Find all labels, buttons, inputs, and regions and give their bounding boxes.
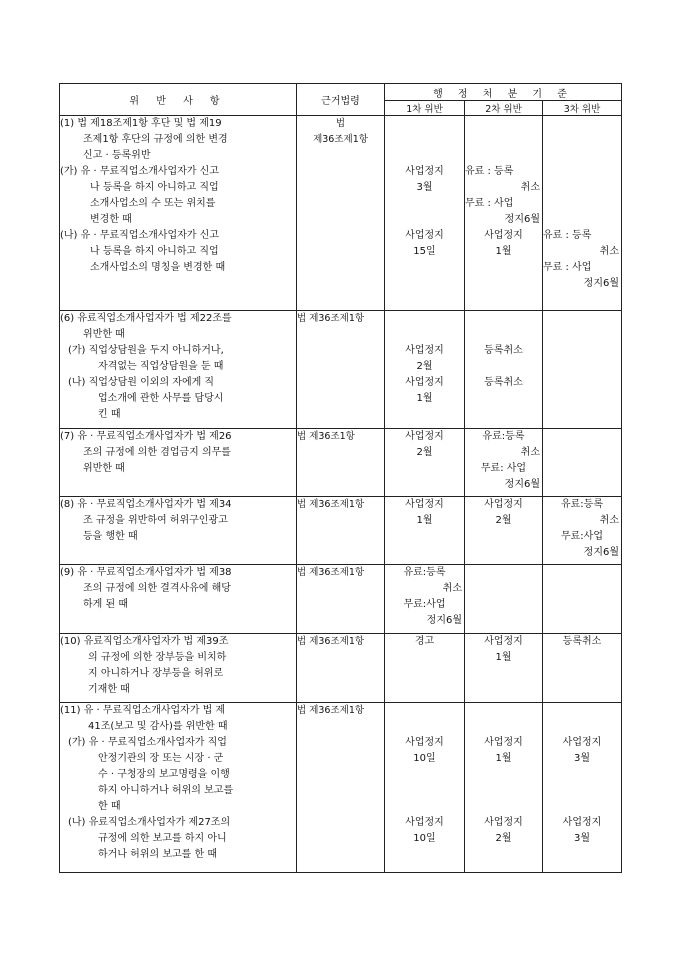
first-violation-cell [385, 311, 465, 429]
second-violation-cell [465, 311, 543, 429]
third-violation-cell [543, 116, 622, 311]
penalty-text: 정지6월 [583, 278, 619, 289]
penalty-text: 2월 [416, 447, 433, 458]
violation-cell [60, 116, 297, 311]
violation-line: 나 등록을 하지 아니하고 직업 [90, 182, 219, 193]
violation-line: 나 등록을 하지 아니하고 직업 [90, 246, 219, 257]
table-row [60, 429, 622, 497]
penalty-text: 유료:등록 [560, 499, 603, 510]
penalty-text: 사업정지 [484, 230, 523, 241]
violation-line: (가) 직업상담원을 두지 아니하거나, [68, 345, 224, 356]
penalty-text: 취소 [442, 583, 462, 594]
table-row [60, 634, 622, 703]
law-cell: 법 제36조제1항 [297, 634, 385, 703]
penalty-text: 등록취소 [484, 377, 523, 388]
violation-line: (7) 유 · 무료직업소개사업자가 법 제26 [60, 431, 232, 442]
violation-line: (나) 직업상담원 이외의 자에게 직 [68, 377, 215, 388]
violation-line: 의 규정에 의한 장부등을 비치하 [88, 652, 227, 663]
third-violation-cell [543, 634, 622, 703]
second-violation-cell [465, 565, 543, 634]
violation-line: 하지 아니하거나 허위의 보고를 [98, 785, 234, 796]
violation-line: 조 규정을 위반하여 허위구인광고 [83, 515, 228, 526]
violation-line: (11) 유 · 무료직업소개사업자가 법 제 [60, 705, 226, 716]
penalty-text: 3월 [573, 753, 591, 764]
penalty-text: 10일 [413, 833, 436, 844]
penalty-text: 취소 [599, 246, 619, 257]
first-violation-cell [385, 703, 465, 873]
table-row [60, 311, 622, 429]
violation-line: 기재한 때 [88, 684, 130, 695]
penalty-text: 3월 [573, 833, 591, 844]
penalty-text: 사업정지 [405, 499, 444, 510]
violation-line: 위반한 때 [83, 329, 125, 340]
penalty-text: 취소 [520, 182, 540, 193]
penalty-text: 10일 [413, 753, 436, 764]
penalty-text: 사업정지 [405, 230, 444, 241]
penalty-text: 사업정지 [562, 737, 602, 748]
law-cell: 법 제36조1항 [297, 429, 385, 497]
penalty-text: 사업정지 [484, 737, 523, 748]
violation-line: 수 · 구청장의 보고명령을 이행 [98, 769, 230, 780]
violation-line: 소개사업소의 수 또는 위치를 [90, 198, 216, 209]
penalty-text: 무료: 사업 [480, 463, 527, 474]
table-row [60, 497, 622, 565]
law-text: 법 [335, 118, 346, 129]
violation-line: 조의 규정에 의한 결격사유에 해당 [83, 583, 231, 594]
penalty-text: 1월 [416, 515, 433, 526]
violation-cell [60, 565, 297, 634]
law-cell: 법 제36조제1항 [297, 497, 385, 565]
violation-line: 조제1항 후단의 규정에 의한 변경 [83, 134, 228, 145]
first-violation-cell [385, 116, 465, 311]
penalty-text: 사업정지 [405, 737, 444, 748]
second-violation-cell [465, 116, 543, 311]
violation-cell [60, 311, 297, 429]
law-cell: 법 제36조제1항 [297, 311, 385, 429]
penalty-text: 유료:등록 [403, 567, 446, 578]
header-law: 근거법령 [297, 84, 385, 116]
table-row [60, 116, 622, 311]
penalty-text: 사업정지 [484, 817, 523, 828]
first-violation-cell [385, 565, 465, 634]
penalty-text: 취소 [599, 515, 619, 526]
third-violation-cell [543, 565, 622, 634]
header-row-1 [60, 84, 622, 101]
penalty-text: 사업정지 [405, 377, 444, 388]
violation-line: (나) 유 · 무료직업소개사업자가 신고 [60, 230, 219, 241]
penalty-text: 정지6월 [583, 547, 619, 558]
penalty-text: 15일 [413, 246, 436, 257]
violation-line: 신고 · 등록위반 [83, 150, 151, 161]
penalty-text: 유료:등록 [482, 431, 525, 442]
header-first: 1차 위반 [385, 101, 465, 116]
penalty-text: 무료:사업 [403, 599, 446, 610]
third-violation-cell [543, 429, 622, 497]
second-violation-cell [465, 497, 543, 565]
violation-line: 등을 행한 때 [83, 531, 138, 542]
law-cell: 법 제36조제1항 [297, 565, 385, 634]
penalty-text: 사업정지 [405, 431, 444, 442]
violation-line: 변경한 때 [90, 214, 132, 225]
penalty-text: 2월 [495, 515, 512, 526]
violation-line: 지 아니하거나 장부등을 허위로 [88, 668, 224, 679]
violation-line: (6) 유료직업소개사업자가 법 제22조를 [60, 313, 232, 324]
second-violation-cell [465, 703, 543, 873]
penalty-text: 1월 [495, 246, 512, 257]
penalty-text: 사업정지 [405, 166, 444, 177]
penalty-text: 유료 : 등록 [465, 166, 514, 177]
violation-line: (9) 유 · 무료직업소개사업자가 법 제38 [60, 567, 232, 578]
violation-line: 자격없는 직업상담원을 둔 때 [98, 361, 224, 372]
header-violation: 위 반 사 항 [60, 84, 297, 116]
penalty-text: 사업정지 [484, 499, 523, 510]
violation-line: 41조(보고 및 감사)를 위반한 때 [88, 721, 228, 732]
penalty-text: 등록취소 [484, 345, 523, 356]
violation-cell [60, 429, 297, 497]
law-cell: 법 제36조제1항 [297, 703, 385, 873]
third-violation-cell [543, 311, 622, 429]
penalty-text: 무료 : 사업 [465, 198, 514, 209]
penalty-table [59, 83, 622, 873]
violation-cell [60, 634, 297, 703]
second-violation-cell [465, 429, 543, 497]
third-violation-cell [543, 497, 622, 565]
violation-line: 업소개에 관한 사무를 담당시 [98, 393, 224, 404]
violation-line: 규정에 의한 보고를 하지 아니 [98, 833, 227, 844]
penalty-text: 2월 [416, 361, 433, 372]
penalty-text: 사업정지 [405, 345, 444, 356]
violation-line: 조의 규정에 의한 겸업금지 의무를 [83, 447, 231, 458]
penalty-text: 1월 [495, 652, 512, 663]
penalty-text: 정지6월 [426, 615, 462, 626]
penalty-text: 무료 : 사업 [543, 262, 592, 273]
violation-line: 한 때 [98, 801, 121, 812]
third-violation-cell [543, 703, 622, 873]
violation-line: (1) 법 제18조제1항 후단 및 법 제19 [60, 118, 222, 129]
violation-line: (가) 유 · 무료직업소개사업자가 신고 [60, 166, 219, 177]
violation-line: 안정기관의 장 또는 시장 · 군 [98, 753, 224, 764]
penalty-text: 무료:사업 [560, 531, 603, 542]
header-third: 3차 위반 [543, 101, 622, 116]
violation-line: 위반한 때 [83, 463, 125, 474]
table-row [60, 703, 622, 873]
header-second: 2차 위반 [465, 101, 543, 116]
second-violation-cell [465, 634, 543, 703]
penalty-text: 3월 [416, 182, 433, 193]
first-violation-cell [385, 497, 465, 565]
penalty-text: 경고 [414, 636, 435, 647]
penalty-text: 사업정지 [562, 817, 602, 828]
penalty-text: 등록취소 [562, 636, 602, 647]
violation-cell [60, 497, 297, 565]
violation-line: 킨 때 [98, 409, 121, 420]
penalty-text: 1월 [495, 753, 512, 764]
penalty-text: 사업정지 [484, 636, 523, 647]
penalty-text: 사업정지 [405, 817, 444, 828]
penalty-text: 유료 : 등록 [543, 230, 592, 241]
violation-line: 하거나 허위의 보고를 한 때 [98, 849, 217, 860]
penalty-text: 2월 [495, 833, 512, 844]
violation-line: (10) 유료직업소개사업자가 법 제39조 [60, 636, 229, 647]
penalty-text: 정지6월 [504, 479, 540, 490]
first-violation-cell [385, 634, 465, 703]
violation-line: (나) 유료직업소개사업자가 제27조의 [68, 817, 231, 828]
first-violation-cell [385, 429, 465, 497]
violation-line: 하게 된 때 [83, 599, 128, 610]
penalty-text: 정지6월 [504, 214, 540, 225]
penalty-text: 1월 [416, 393, 433, 404]
header-criteria: 행 정 처 분 기 준 [385, 84, 622, 101]
law-text: 제36조제1항 [313, 134, 368, 145]
table-row [60, 565, 622, 634]
law-cell [297, 116, 385, 311]
violation-line: 소개사업소의 명칭을 변경한 때 [90, 262, 226, 273]
penalty-text: 취소 [520, 447, 540, 458]
violation-line: (8) 유 · 무료직업소개사업자가 법 제34 [60, 499, 232, 510]
violation-line: (가) 유 · 무료직업소개사업자가 직업 [68, 737, 227, 748]
violation-cell [60, 703, 297, 873]
